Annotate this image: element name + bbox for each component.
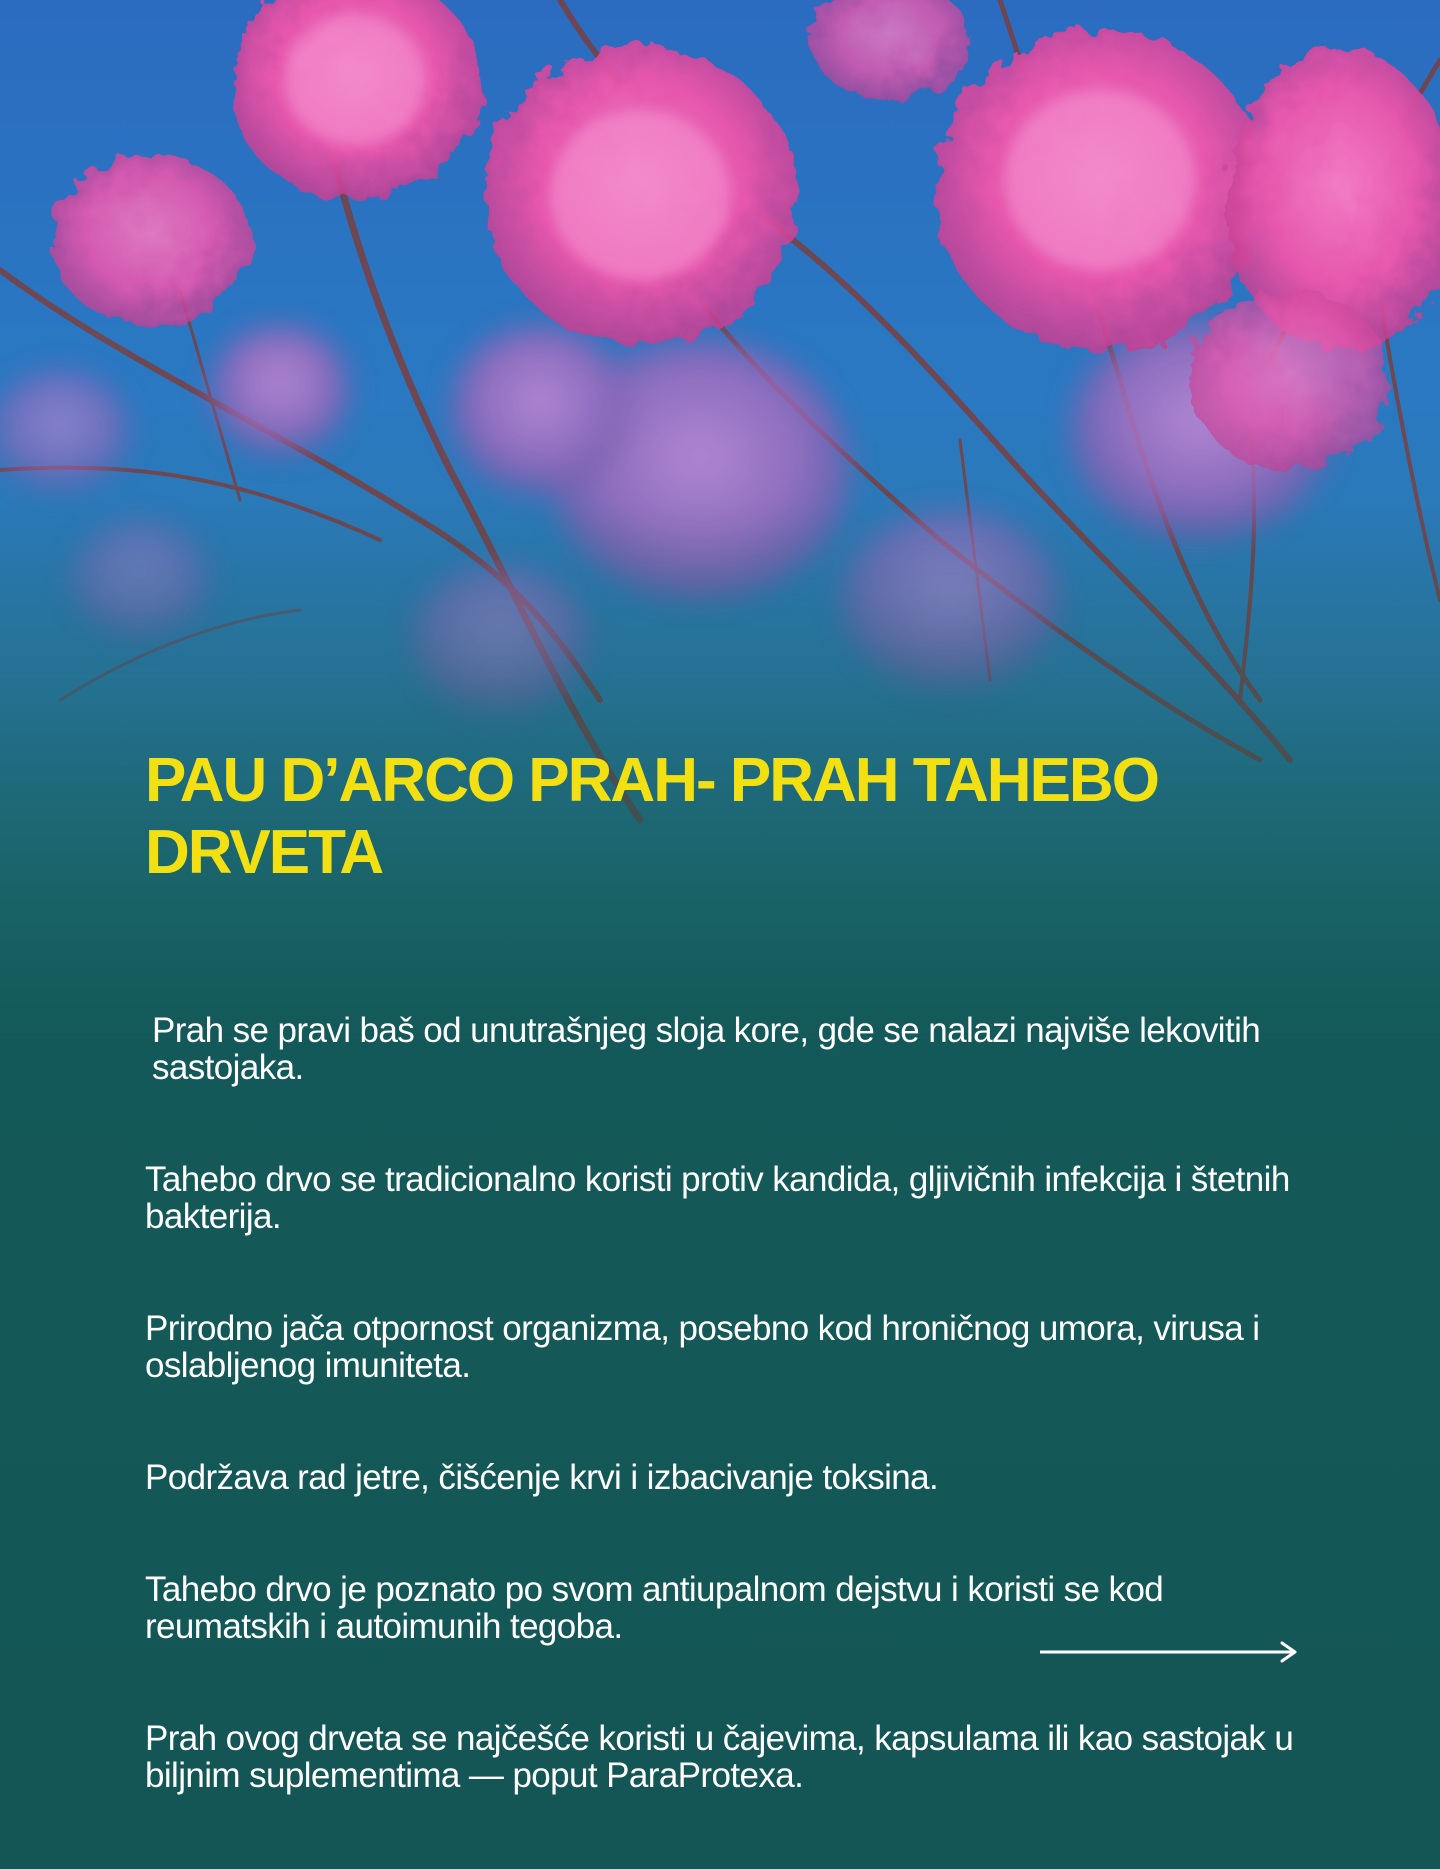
paragraph-immunity: Prirodno jača otpornost organizma, posebno kod hroničnog umora, virusa i oslabljenog imuniteta. [145, 1309, 1260, 1385]
paragraph-anti-inflammatory: Tahebo drvo je poznato po svom antiupalnom dejstvu i koristi se kod reumatskih i autoimunih tegoba. [145, 1570, 1164, 1646]
benefits-list [145, 1012, 1295, 1869]
arrow-right-icon[interactable] [1040, 1640, 1300, 1664]
paragraph-bark-source: Prah se pravi baš od unutrašnjeg sloja kore, gde se nalazi najviše lekovitih sastojaka. [152, 1011, 1261, 1087]
paragraph-antifungal: Tahebo drvo se tradicionalno koristi protiv kandida, gljivičnih infekcija i štetnih bakterija. [145, 1160, 1290, 1236]
slide-title: PAU D’ARCO PRAH- PRAH TAHEBO DRVETA [145, 746, 1158, 887]
paragraph-usage: Prah ovog drveta se najčešće koristi u čajevima, kapsulama ili kao sastojak u biljnim suplementima — poput ParaProtexa. [145, 1719, 1294, 1795]
paragraph-liver-detox: Podržava rad jetre, čišćenje krvi i izbacivanje toksina. [145, 1458, 939, 1497]
